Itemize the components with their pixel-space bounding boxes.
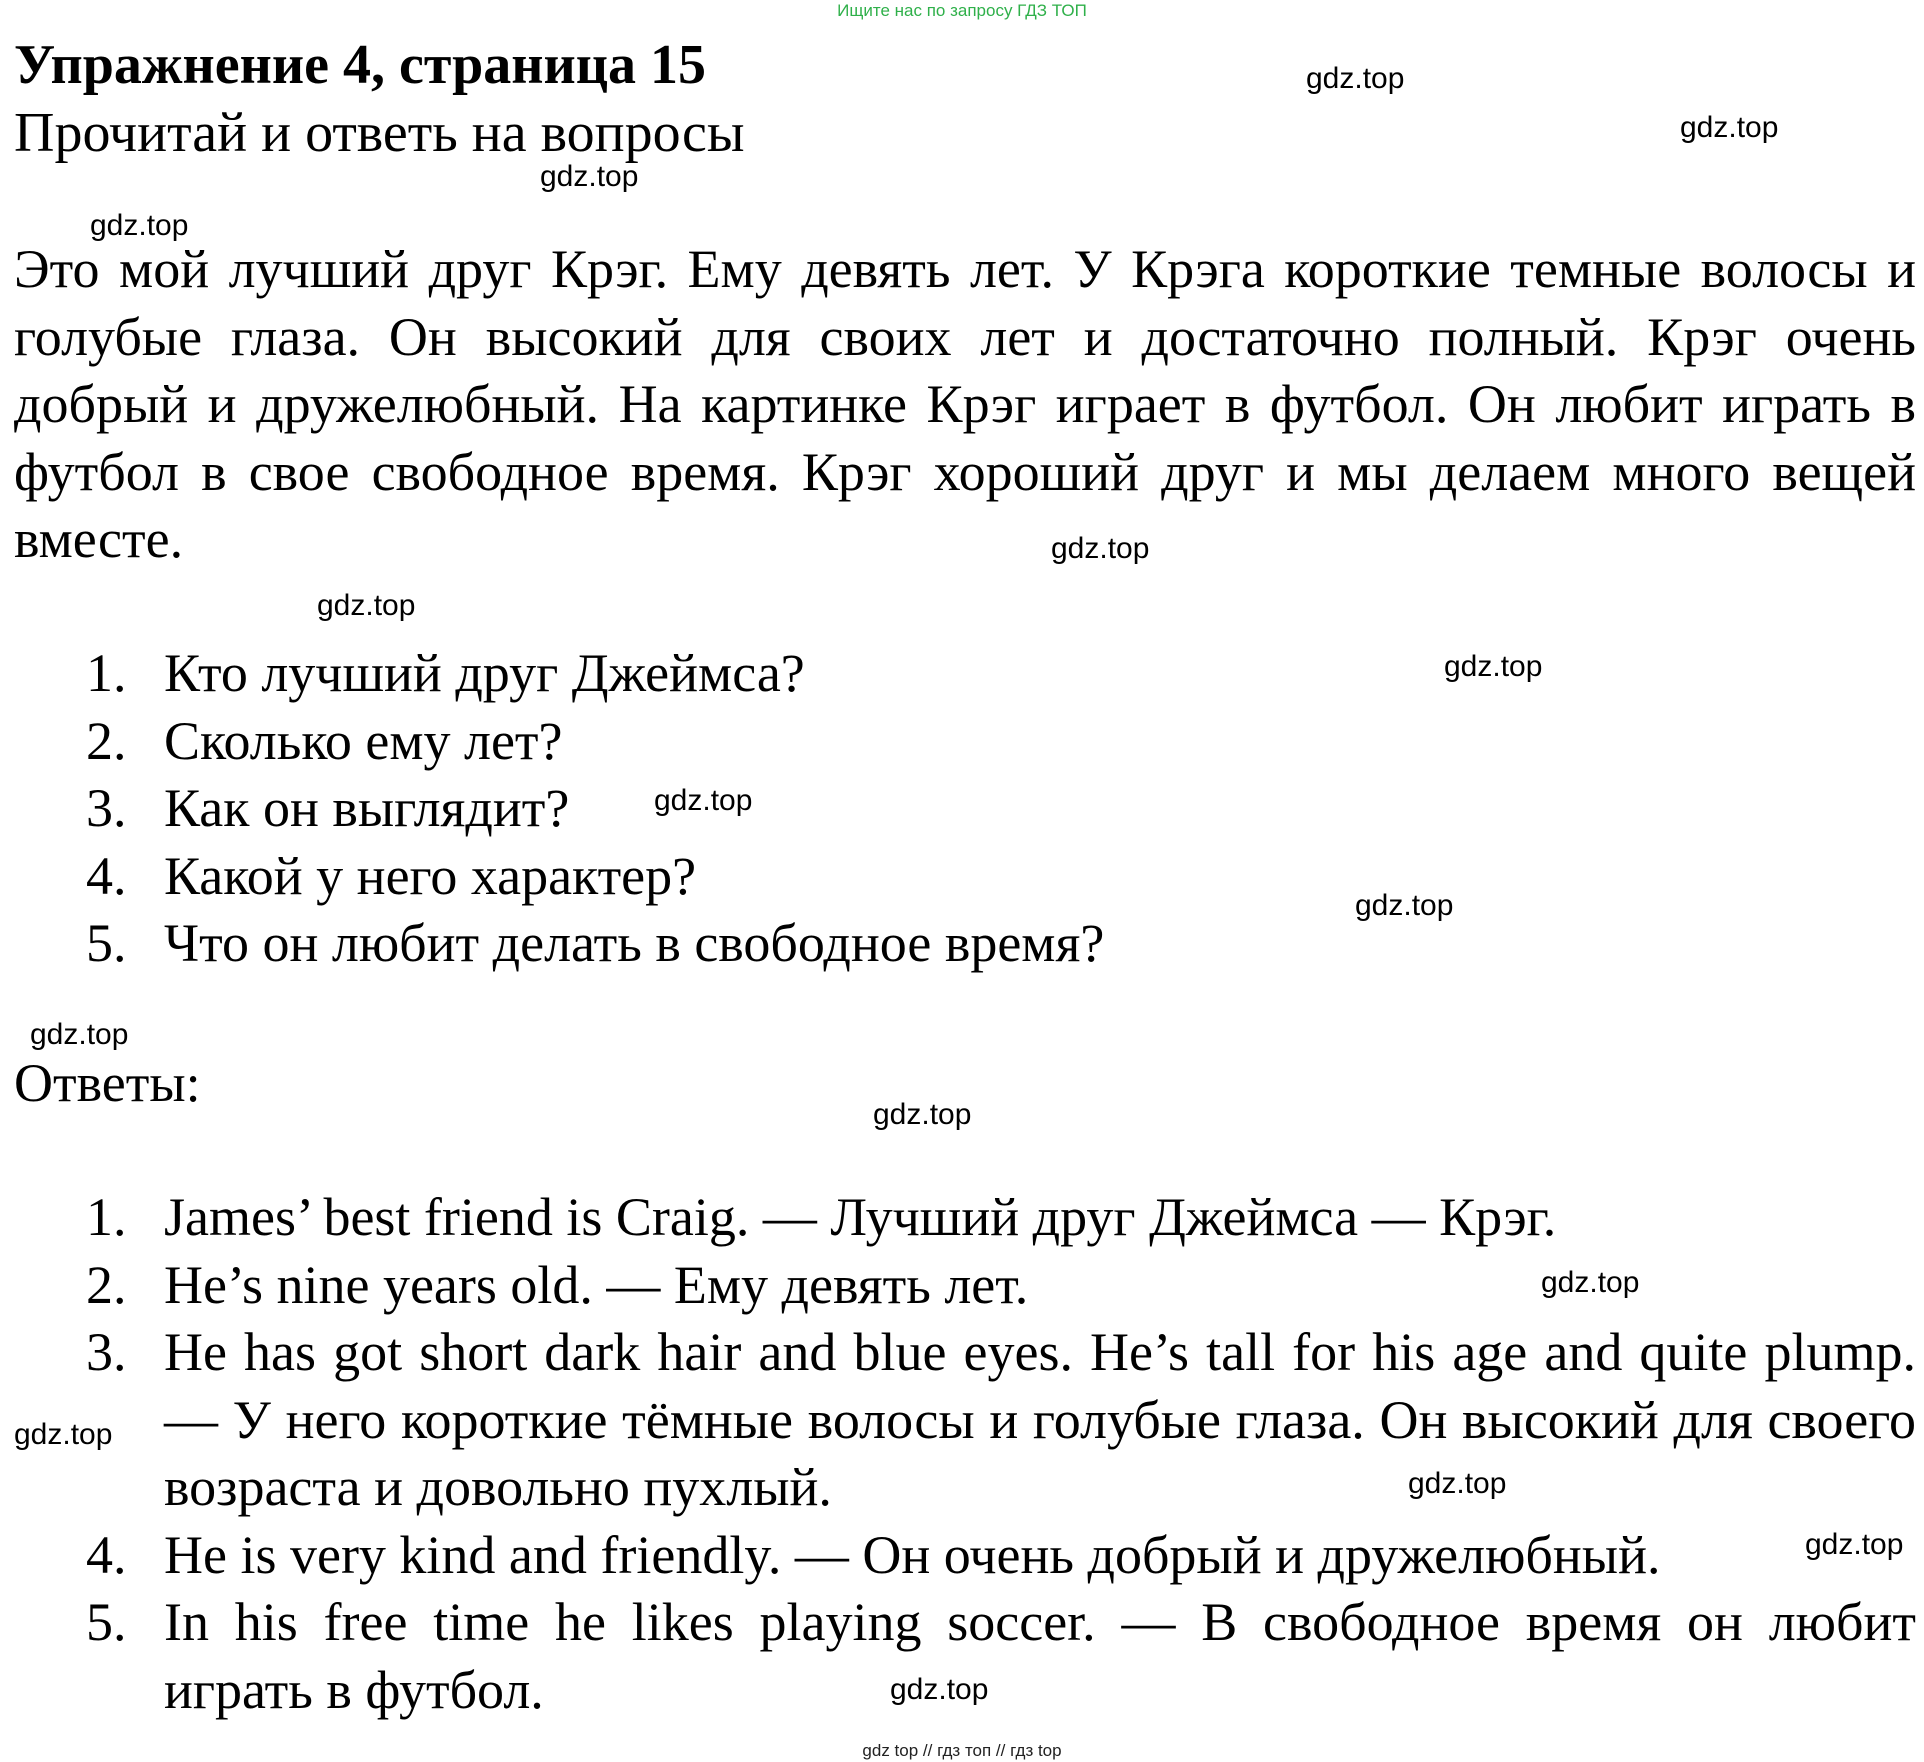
question-number: 1. <box>86 643 127 703</box>
answer-item <box>0 1522 1916 1590</box>
bottom-banner: gdz top // гдз топ // гдз top <box>862 1741 1062 1760</box>
answer-text: He’s nine years old. — Ему девять лет. <box>164 1254 1029 1315</box>
watermark: gdz.top <box>1541 1266 1640 1299</box>
watermark: gdz.top <box>30 1018 129 1051</box>
question-text: Какой у него характер? <box>164 845 697 906</box>
answer-text: In his free time he likes playing soccer. — В свободное время он любит играть в футбол. <box>164 1592 1916 1720</box>
watermark: gdz.top <box>1051 532 1150 565</box>
watermark: gdz.top <box>1408 1467 1507 1500</box>
question-item <box>0 640 1916 708</box>
watermark: gdz.top <box>890 1673 989 1706</box>
watermark: gdz.top <box>1680 111 1779 144</box>
top-banner: Ищите нас по запросу ГДЗ ТОП <box>837 1 1087 20</box>
answers-heading: Ответы: <box>14 1053 201 1113</box>
reading-text: Это мой лучший друг Крэг. Ему девять лет. У Крэга короткие темные волосы и голубые глаза. Он высокий для своих лет и достаточно полный. Крэг очень добрый и дружелюбный. На картинке Крэг играет в футбол. Он любит играть в футбол в свое свободное время. Крэг хороший друг и мы делаем много вещей вместе. <box>14 239 1916 569</box>
watermark: gdz.top <box>540 160 639 193</box>
exercise-title: Упражнение 4, страница 15 <box>14 34 707 96</box>
question-item <box>0 708 1916 776</box>
answer-number: 2. <box>86 1254 127 1315</box>
answer-text: He has got short dark hair and blue eyes. He’s tall for his age and quite plump. — У него короткие тёмные волосы и голубые глаза. Он высокий для своего возраста и довольно пухлый. <box>164 1322 1916 1517</box>
question-text: Сколько ему лет? <box>164 710 563 771</box>
question-text: Кто лучший друг Джеймса? <box>164 643 805 703</box>
answer-text: He is very kind and friendly. — Он очень добрый и дружелюбный. <box>164 1524 1661 1585</box>
answer-number: 5. <box>86 1592 127 1652</box>
question-number: 5. <box>86 913 127 973</box>
answer-text: James’ best friend is Craig. — Лучший друг Джеймса — Крэг. <box>164 1187 1557 1247</box>
watermark: gdz.top <box>1355 889 1454 922</box>
questions-list <box>0 640 1916 978</box>
question-number: 2. <box>86 710 127 771</box>
watermark: gdz.top <box>1306 62 1405 95</box>
answer-item <box>0 1319 1916 1522</box>
exercise-instruction: Прочитай и ответь на вопросы <box>14 102 745 164</box>
watermark: gdz.top <box>873 1098 972 1131</box>
watermark: gdz.top <box>654 784 753 817</box>
answer-number: 3. <box>86 1322 127 1382</box>
answer-number: 4. <box>86 1524 127 1585</box>
watermark: gdz.top <box>14 1418 113 1451</box>
watermark: gdz.top <box>1444 650 1543 683</box>
answer-item <box>0 1184 1916 1252</box>
watermark: gdz.top <box>1805 1528 1904 1561</box>
answer-number: 1. <box>86 1187 127 1247</box>
question-number: 3. <box>86 778 127 838</box>
answers-list <box>0 1184 1916 1724</box>
question-item <box>0 775 1916 843</box>
watermark: gdz.top <box>317 589 416 622</box>
question-item <box>0 843 1916 911</box>
question-text: Как он выглядит? <box>164 778 570 838</box>
question-text: Что он любит делать в свободное время? <box>164 913 1105 973</box>
question-number: 4. <box>86 845 127 906</box>
question-item <box>0 910 1916 978</box>
watermark: gdz.top <box>90 209 189 242</box>
